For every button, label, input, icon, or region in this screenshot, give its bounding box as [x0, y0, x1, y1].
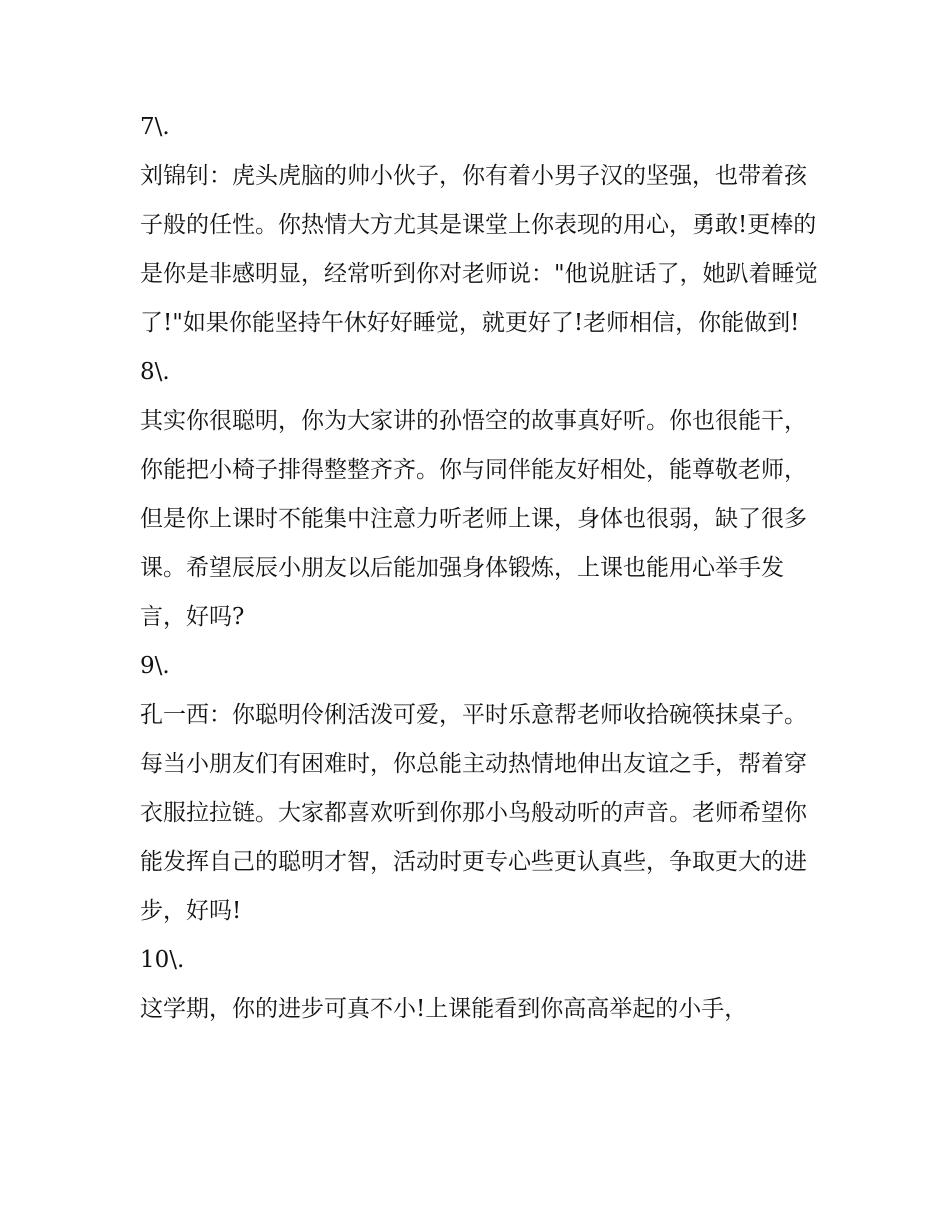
entry-number: 9\.	[140, 653, 170, 679]
entry-number: 7\.	[140, 114, 170, 140]
comment-entry-10	[140, 936, 820, 1034]
document-body	[140, 103, 820, 1034]
comment-entry-7	[140, 103, 820, 348]
entry-text: 孔一西：你聪明伶俐活泼可爱，平时乐意帮老师收拾碗筷抹桌子。每当小朋友们有困难时，你总能主动热情地伸出友谊之手，帮着穿衣服拉拉链。大家都喜欢听到你那小鸟般动听的声音。老师希望你能发挥自己的聪明才智，活动时更专心些更认真些，争取更大的进步，好吗!	[140, 702, 807, 924]
entry-text: 其实你很聪明，你为大家讲的孙悟空的故事真好听。你也很能干，你能把小椅子排得整整齐齐。你与同伴能友好相处，能尊敬老师，但是你上课时不能集中注意力听老师上课，身体也很弱，缺了很多课。希望辰辰小朋友以后能加强身体锻炼，上课也能用心举手发言，好吗?	[140, 408, 807, 630]
comment-entry-8	[140, 348, 820, 642]
comment-entry-9	[140, 642, 820, 936]
entry-text: 刘锦钊：虎头虎脑的帅小伙子，你有着小男子汉的坚强，也带着孩子般的任性。你热情大方尤其是课堂上你表现的用心，勇敢!更棒的是你是非感明显，经常听到你对老师说："他说脏话了，她趴着睡觉了!"如果你能坚持午休好好睡觉，就更好了!老师相信，你能做到!	[140, 163, 818, 336]
entry-number: 8\.	[140, 359, 170, 385]
entry-number: 10\.	[140, 947, 185, 973]
entry-text: 这学期，你的进步可真不小!上课能看到你高高举起的小手，	[140, 996, 748, 1022]
